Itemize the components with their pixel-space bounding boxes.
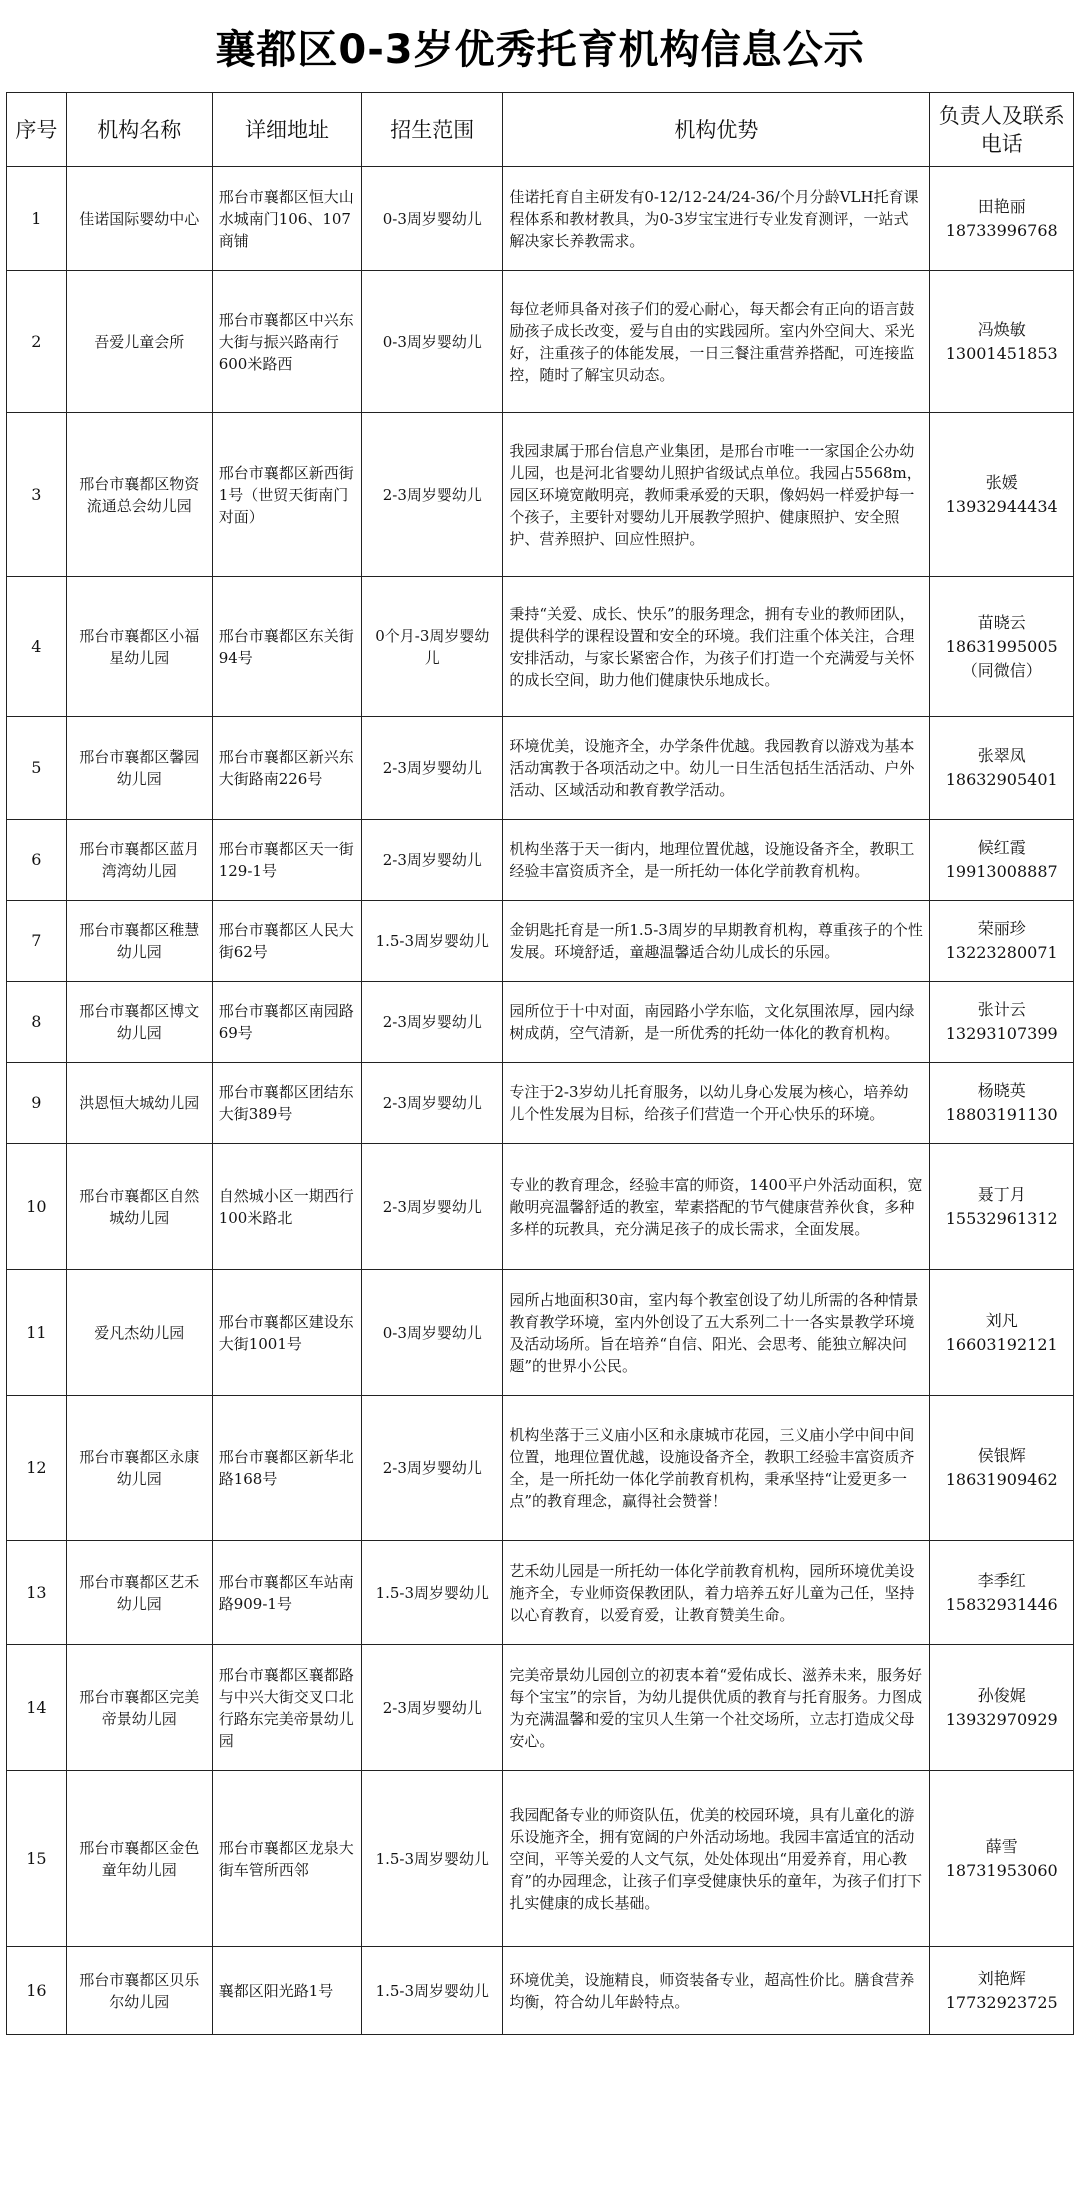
address: 邢台市襄都区襄都路与中兴大街交叉口北行路东完美帝景幼儿园 — [212, 1645, 362, 1771]
enrollment-range: 1.5-3周岁婴幼儿 — [362, 1771, 503, 1947]
row-number: 15 — [7, 1771, 67, 1947]
contact-phone: 18631909462 — [945, 1470, 1058, 1489]
header-advantage: 机构优势 — [503, 93, 930, 167]
table-row — [7, 820, 1074, 901]
row-number: 14 — [7, 1645, 67, 1771]
table-header-row — [7, 93, 1074, 167]
row-number: 2 — [7, 271, 67, 413]
contact-cell — [930, 901, 1074, 982]
institution-name: 洪恩恒大城幼儿园 — [66, 1063, 212, 1144]
enrollment-range: 2-3周岁婴幼儿 — [362, 413, 503, 577]
enrollment-range: 2-3周岁婴幼儿 — [362, 1396, 503, 1541]
institution-name: 邢台市襄都区馨园幼儿园 — [66, 717, 212, 820]
contact-person: 张翠凤 — [977, 746, 1026, 765]
contact-cell — [930, 1063, 1074, 1144]
address: 邢台市襄都区龙泉大街车管所西邻 — [212, 1771, 362, 1947]
enrollment-range: 1.5-3周岁婴幼儿 — [362, 901, 503, 982]
enrollment-range: 2-3周岁婴幼儿 — [362, 820, 503, 901]
contact-phone: 13001451853 — [945, 343, 1058, 363]
contact-cell — [930, 577, 1074, 717]
row-number: 4 — [7, 577, 67, 717]
institution-advantage: 我园隶属于邢台信息产业集团，是邢台市唯一一家国企公办幼儿园，也是河北省婴幼儿照护省级试点单位。我园占5568m，园区环境宽敞明亮，教师秉承爱的天职，像妈妈一样爱护每一个孩子，主要针对婴幼儿开展教学照护、健康照护、安全照护、营养照护、回应性照护。 — [503, 413, 930, 577]
enrollment-range: 2-3周岁婴幼儿 — [362, 1645, 503, 1771]
institution-advantage: 园所占地面积30亩，室内每个教室创设了幼儿所需的各种情景教育教学环境，室内外创设了五大系列二十一各实景教学环境及活动场所。旨在培养“自信、阳光、会思考、能独立解决问题”的世界小公民。 — [503, 1270, 930, 1396]
row-number: 11 — [7, 1270, 67, 1396]
contact-cell — [930, 1645, 1074, 1771]
address: 自然城小区一期西行100米路北 — [212, 1144, 362, 1270]
address: 邢台市襄都区建设东大街1001号 — [212, 1270, 362, 1396]
enrollment-range: 1.5-3周岁婴幼儿 — [362, 1947, 503, 2035]
institution-advantage: 秉持“关爱、成长、快乐”的服务理念，拥有专业的教师团队，提供科学的课程设置和安全的环境。我们注重个体关注，合理安排活动，与家长紧密合作，为孩子们打造一个充满爱与关怀的成长空间，助力他们健康快乐地成长。 — [503, 577, 930, 717]
contact-person: 刘凡 — [985, 1310, 1018, 1330]
contact-person: 冯焕敏 — [977, 319, 1026, 339]
address: 邢台市襄都区团结东大街389号 — [212, 1063, 362, 1144]
contact-cell — [930, 1144, 1074, 1270]
table-body — [7, 167, 1074, 2035]
info-table — [6, 92, 1074, 2035]
contact-cell — [930, 1541, 1074, 1645]
institution-advantage: 我园配备专业的师资队伍，优美的校园环境，具有儿童化的游乐设施齐全，拥有宽阔的户外活动场地。我园丰富适宜的活动空间，平等关爱的人文气氛，处处体现出“用爱养育，用心教育”的办园理念，让孩子们享受健康快乐的童年，为孩子们打下扎实健康的成长基础。 — [503, 1771, 930, 1947]
table-row — [7, 577, 1074, 717]
contact-phone: 19913008887 — [945, 862, 1058, 881]
institution-name: 邢台市襄都区博文幼儿园 — [66, 982, 212, 1063]
enrollment-range: 0-3周岁婴幼儿 — [362, 167, 503, 271]
contact-cell — [930, 982, 1074, 1063]
contact-phone: 13932970929 — [945, 1709, 1058, 1729]
row-number: 8 — [7, 982, 67, 1063]
table-row — [7, 1144, 1074, 1270]
institution-name: 邢台市襄都区自然城幼儿园 — [66, 1144, 212, 1270]
institution-name: 邢台市襄都区金色童年幼儿园 — [66, 1771, 212, 1947]
table-row — [7, 1645, 1074, 1771]
contact-note: （同微信） — [961, 660, 1042, 680]
enrollment-range: 2-3周岁婴幼儿 — [362, 1063, 503, 1144]
institution-name: 邢台市襄都区稚慧幼儿园 — [66, 901, 212, 982]
enrollment-range: 1.5-3周岁婴幼儿 — [362, 1541, 503, 1645]
institution-advantage: 机构坐落于天一街内，地理位置优越，设施设备齐全，教职工经验丰富资质齐全，是一所托幼一体化学前教育机构。 — [503, 820, 930, 901]
contact-phone: 18631995005 — [945, 636, 1058, 656]
institution-name: 吾爱儿童会所 — [66, 271, 212, 413]
row-number: 3 — [7, 413, 67, 577]
institution-name: 邢台市襄都区永康幼儿园 — [66, 1396, 212, 1541]
address: 邢台市襄都区新兴东大街路南226号 — [212, 717, 362, 820]
institution-advantage: 金钥匙托育是一所1.5-3周岁的早期教育机构，尊重孩子的个性发展。环境舒适，童趣温馨适合幼儿成长的乐园。 — [503, 901, 930, 982]
contact-cell — [930, 1771, 1074, 1947]
contact-phone: 18733996768 — [945, 220, 1058, 240]
contact-person: 荣丽珍 — [977, 919, 1026, 938]
table-row — [7, 413, 1074, 577]
table-row — [7, 1396, 1074, 1541]
address: 襄都区阳光路1号 — [212, 1947, 362, 2035]
institution-name: 爱凡杰幼儿园 — [66, 1270, 212, 1396]
contact-cell — [930, 1947, 1074, 2035]
page-title: 襄都区0-3岁优秀托育机构信息公示 — [215, 26, 865, 73]
table-row — [7, 1947, 1074, 2035]
table-row — [7, 1541, 1074, 1645]
contact-phone: 18731953060 — [945, 1860, 1058, 1880]
institution-advantage: 完美帝景幼儿园创立的初衷本着“爱佑成长、滋养未来，服务好每个宝宝”的宗旨，为幼儿提供优质的教育与托育服务。力图成为充满温馨和爱的宝贝人生第一个社交场所，立志打造成父母安心。 — [503, 1645, 930, 1771]
contact-cell — [930, 413, 1074, 577]
institution-advantage: 艺禾幼儿园是一所托幼一体化学前教育机构，园所环境优美设施齐全，专业师资保教团队，着力培养五好儿童为己任，坚持以心育教育，以爱育爱，让教育赞美生命。 — [503, 1541, 930, 1645]
enrollment-range: 0-3周岁婴幼儿 — [362, 271, 503, 413]
table-row — [7, 271, 1074, 413]
address: 邢台市襄都区新华北路168号 — [212, 1396, 362, 1541]
header-name: 机构名称 — [66, 93, 212, 167]
address: 邢台市襄都区南园路69号 — [212, 982, 362, 1063]
contact-cell — [930, 1270, 1074, 1396]
header-no: 序号 — [7, 93, 67, 167]
row-number: 6 — [7, 820, 67, 901]
institution-advantage: 环境优美，设施齐全，办学条件优越。我园教育以游戏为基本活动寓教于各项活动之中。幼儿一日生活包括生活活动、户外活动、区域活动和教育教学活动。 — [503, 717, 930, 820]
table-row — [7, 717, 1074, 820]
contact-person: 田艳丽 — [977, 196, 1026, 216]
row-number: 12 — [7, 1396, 67, 1541]
enrollment-range: 0个月-3周岁婴幼儿 — [362, 577, 503, 717]
institution-name: 邢台市襄都区小福星幼儿园 — [66, 577, 212, 717]
row-number: 10 — [7, 1144, 67, 1270]
institution-advantage: 每位老师具备对孩子们的爱心耐心，每天都会有正向的语言鼓励孩子成长改变，爱与自由的实践园所。室内外空间大、采光好，注重孩子的体能发展，一日三餐注重营养搭配，可连接监控，随时了解宝贝动态。 — [503, 271, 930, 413]
address: 邢台市襄都区新西街1号（世贸天街南门对面） — [212, 413, 362, 577]
row-number: 13 — [7, 1541, 67, 1645]
table-row — [7, 167, 1074, 271]
contact-person: 薛雪 — [985, 1836, 1018, 1856]
address: 邢台市襄都区中兴东大街与振兴路南行600米路西 — [212, 271, 362, 413]
institution-advantage: 专业的教育理念，经验丰富的师资，1400平户外活动面积，宽敞明亮温馨舒适的教室，荤素搭配的节气健康营养伙食，多种多样的玩教具，充分满足孩子的成长需求，全面发展。 — [503, 1144, 930, 1270]
institution-name: 邢台市襄都区物资流通总会幼儿园 — [66, 413, 212, 577]
table-row — [7, 982, 1074, 1063]
contact-person: 孙俊娓 — [977, 1685, 1026, 1705]
header-contact: 负责人及联系电话 — [930, 93, 1074, 167]
enrollment-range: 2-3周岁婴幼儿 — [362, 1144, 503, 1270]
contact-phone: 15532961312 — [945, 1208, 1058, 1228]
contact-person: 张计云 — [977, 1000, 1026, 1019]
address: 邢台市襄都区天一街129-1号 — [212, 820, 362, 901]
address: 邢台市襄都区人民大街62号 — [212, 901, 362, 982]
contact-phone: 16603192121 — [945, 1334, 1058, 1354]
contact-cell — [930, 167, 1074, 271]
enrollment-range: 2-3周岁婴幼儿 — [362, 717, 503, 820]
contact-phone: 13223280071 — [945, 943, 1058, 962]
contact-cell — [930, 1396, 1074, 1541]
header-address: 详细地址 — [212, 93, 362, 167]
header-range: 招生范围 — [362, 93, 503, 167]
contact-person: 李季红 — [977, 1570, 1026, 1590]
institution-advantage: 佳诺托育自主研发有0-12/12-24/24-36/个月分龄VLH托育课程体系和教材教具，为0-3岁宝宝进行专业发育测评，一站式解决家长养教需求。 — [503, 167, 930, 271]
institution-name: 邢台市襄都区完美帝景幼儿园 — [66, 1645, 212, 1771]
row-number: 5 — [7, 717, 67, 820]
institution-name: 邢台市襄都区贝乐尔幼儿园 — [66, 1947, 212, 2035]
contact-person: 候红霞 — [977, 838, 1026, 857]
address: 邢台市襄都区车站南路909-1号 — [212, 1541, 362, 1645]
institution-advantage: 园所位于十中对面，南园路小学东临，文化氛围浓厚，园内绿树成荫，空气清新，是一所优秀的托幼一体化的教育机构。 — [503, 982, 930, 1063]
institution-advantage: 专注于2-3岁幼儿托育服务，以幼儿身心发展为核心，培养幼儿个性发展为目标，给孩子们营造一个开心快乐的环境。 — [503, 1063, 930, 1144]
institution-advantage: 机构坐落于三义庙小区和永康城市花园，三义庙小学中间中间位置，地理位置优越，设施设备齐全，教职工经验丰富资质齐全，是一所托幼一体化学前教育机构，秉承坚持“让爱更多一点”的教育理念，赢得社会赞誉！ — [503, 1396, 930, 1541]
contact-person: 侯银辉 — [977, 1446, 1026, 1465]
table-row — [7, 901, 1074, 982]
institution-name: 邢台市襄都区蓝月湾湾幼儿园 — [66, 820, 212, 901]
institution-name: 佳诺国际婴幼中心 — [66, 167, 212, 271]
row-number: 7 — [7, 901, 67, 982]
contact-cell — [930, 717, 1074, 820]
contact-cell — [930, 271, 1074, 413]
enrollment-range: 2-3周岁婴幼儿 — [362, 982, 503, 1063]
address: 邢台市襄都区恒大山水城南门106、107商铺 — [212, 167, 362, 271]
contact-person: 刘艳辉 — [977, 1968, 1026, 1988]
row-number: 9 — [7, 1063, 67, 1144]
contact-phone: 18632905401 — [945, 770, 1058, 789]
contact-person: 张媛 — [985, 472, 1018, 492]
contact-phone: 13293107399 — [945, 1024, 1058, 1043]
institution-advantage: 环境优美，设施精良，师资装备专业，超高性价比。膳食营养均衡，符合幼儿年龄特点。 — [503, 1947, 930, 2035]
table-row — [7, 1063, 1074, 1144]
contact-phone: 18803191130 — [945, 1105, 1058, 1124]
contact-phone: 13932944434 — [945, 496, 1058, 516]
contact-person: 苗晓云 — [977, 612, 1026, 632]
row-number: 16 — [7, 1947, 67, 2035]
contact-person: 杨晓英 — [977, 1081, 1026, 1100]
row-number: 1 — [7, 167, 67, 271]
table-row — [7, 1771, 1074, 1947]
contact-cell — [930, 820, 1074, 901]
contact-phone: 17732923725 — [945, 1992, 1058, 2012]
contact-person: 聂丁月 — [977, 1184, 1026, 1204]
table-row — [7, 1270, 1074, 1396]
address: 邢台市襄都区东关街94号 — [212, 577, 362, 717]
enrollment-range: 0-3周岁婴幼儿 — [362, 1270, 503, 1396]
institution-name: 邢台市襄都区艺禾幼儿园 — [66, 1541, 212, 1645]
contact-phone: 15832931446 — [945, 1594, 1058, 1614]
